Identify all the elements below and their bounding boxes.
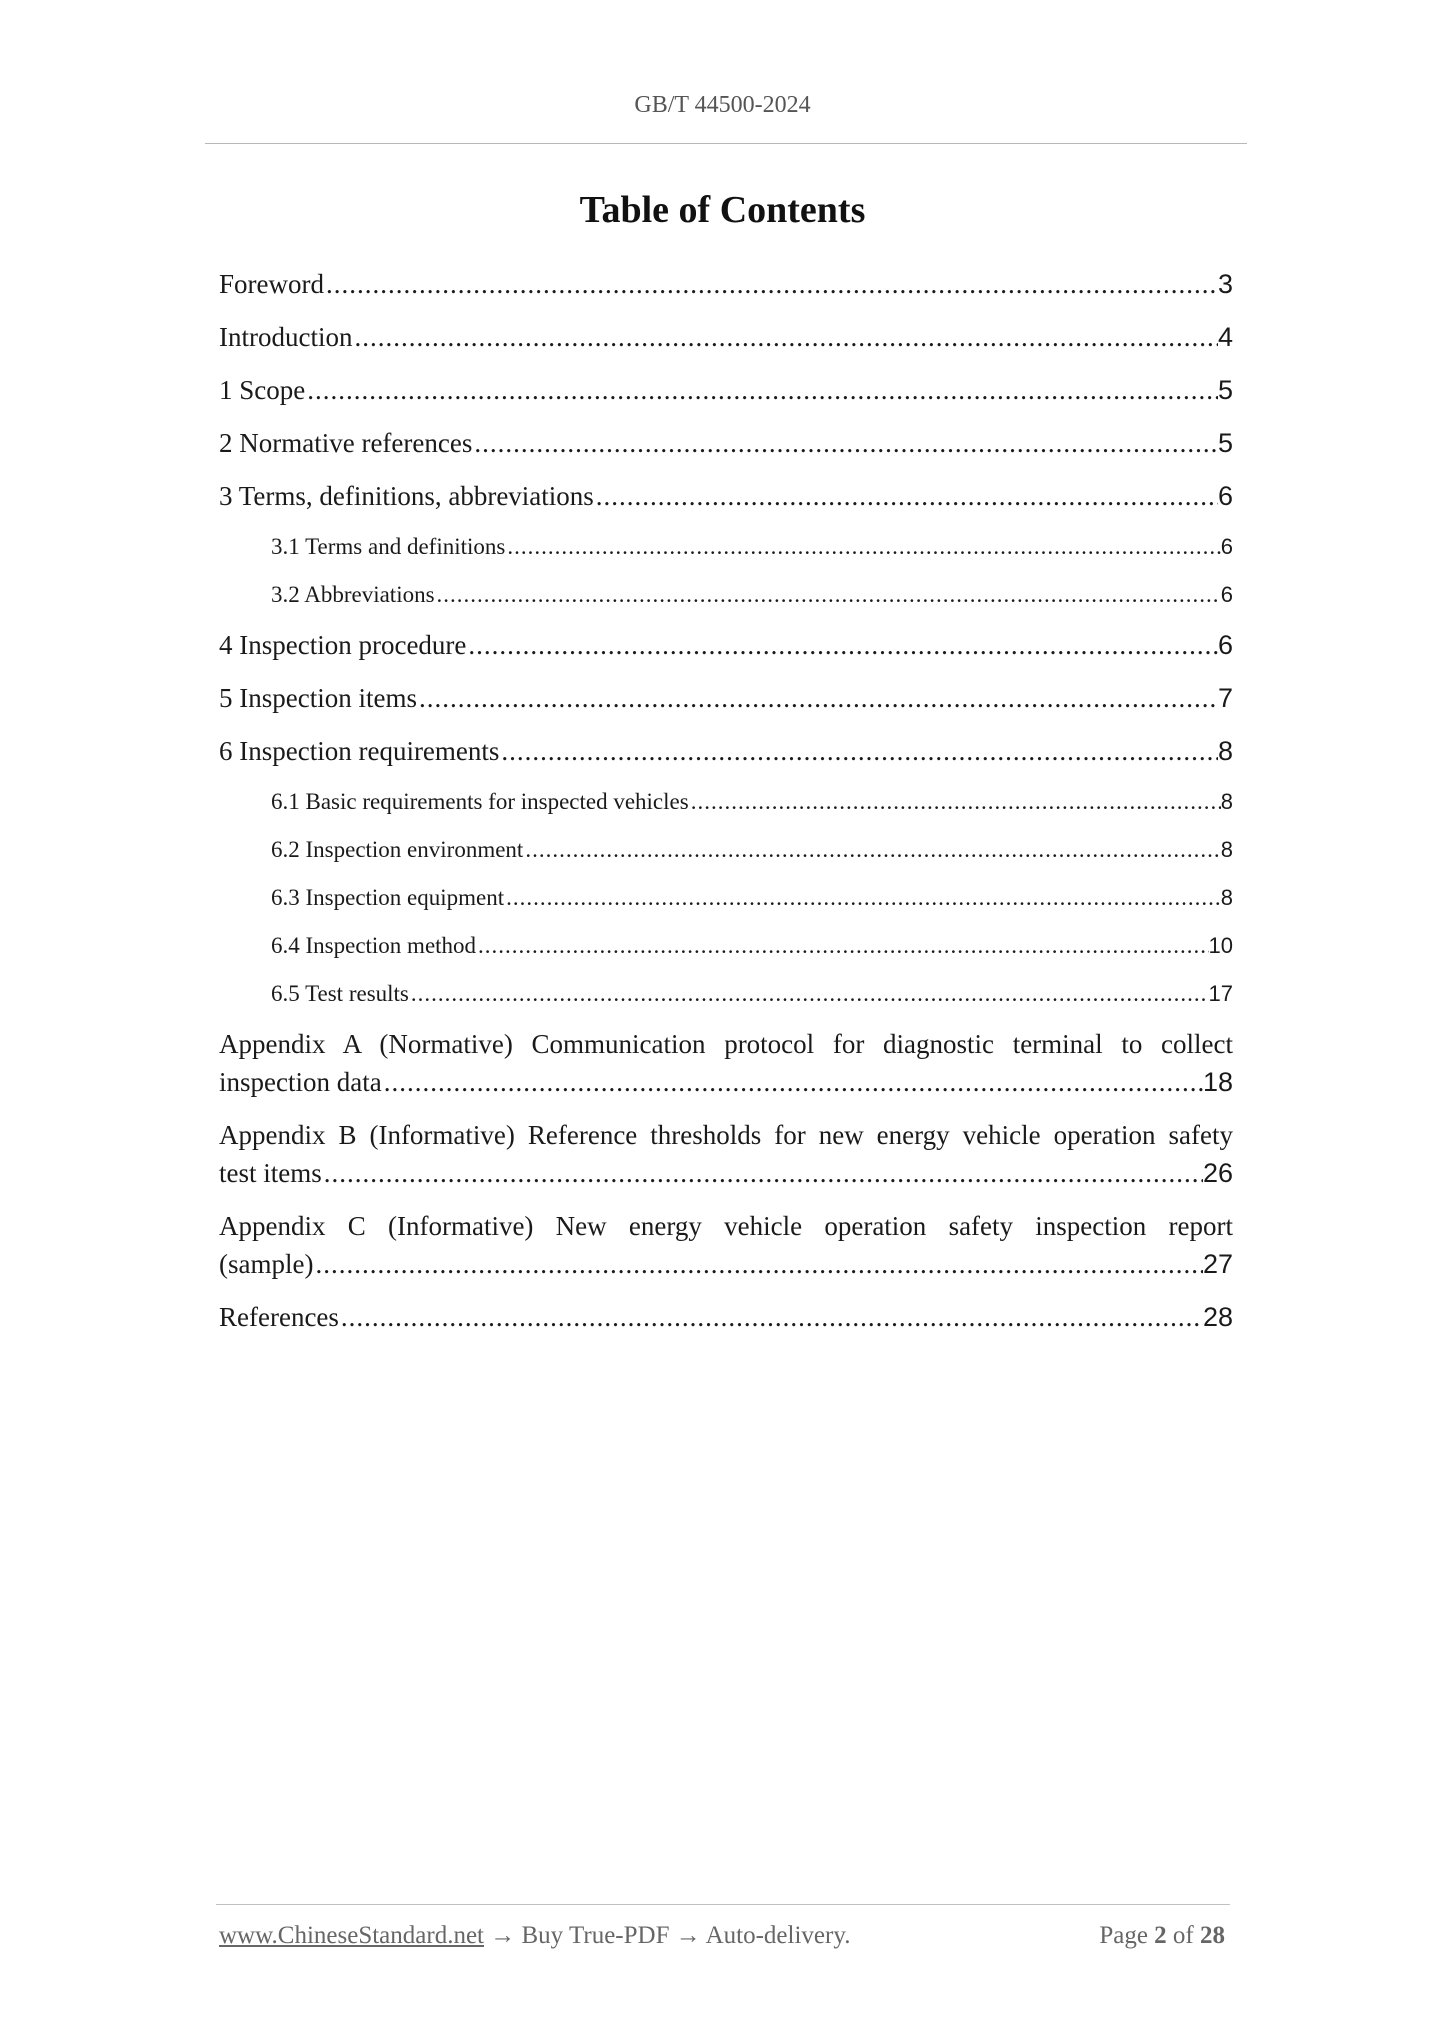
toc-subentry-6-4[interactable] (219, 929, 1233, 963)
page-footer (219, 1922, 1225, 1950)
toc-entry-page: 6 (1217, 481, 1233, 511)
toc-entry-inspection-procedure[interactable] (219, 626, 1233, 664)
toc-entry-label: 5 Inspection items (219, 683, 417, 713)
page-word: Page (1099, 1922, 1148, 1949)
toc-entry-normative-references[interactable] (219, 424, 1233, 462)
auto-delivery-text: Auto-delivery. (705, 1922, 851, 1949)
toc-entry-foreword[interactable] (219, 265, 1233, 303)
toc-entry-page: 7 (1217, 683, 1233, 713)
dot-leader (689, 785, 1221, 819)
website-link[interactable]: www.ChineseStandard.net (219, 1922, 484, 1949)
toc-entry-scope[interactable] (219, 371, 1233, 409)
toc-entry-page: 17 (1208, 981, 1233, 1006)
dot-leader (504, 881, 1221, 915)
dot-leader (466, 626, 1218, 664)
footer-divider (216, 1904, 1230, 1905)
toc-entry-appendix-b[interactable] (219, 1116, 1233, 1192)
toc-entry-appendix-c[interactable] (219, 1207, 1233, 1283)
toc-entry-page: 28 (1202, 1302, 1233, 1332)
dot-leader (409, 977, 1209, 1011)
header-divider (205, 143, 1247, 144)
toc-entry-label-line2: test items (219, 1158, 322, 1188)
dot-leader (305, 371, 1218, 409)
dot-leader (435, 578, 1221, 612)
toc-entry-page: 8 (1220, 789, 1233, 814)
dot-leader (417, 679, 1218, 717)
dot-leader (324, 265, 1218, 303)
toc-entry-label: 4 Inspection procedure (219, 630, 467, 660)
page-indicator (1099, 1922, 1225, 1950)
toc-entry-label: References (219, 1302, 339, 1332)
dot-leader (523, 833, 1220, 867)
toc-entry-page: 8 (1220, 837, 1233, 862)
toc-entry-terms-definitions[interactable] (219, 477, 1233, 515)
toc-subentry-3-1[interactable] (219, 530, 1233, 564)
dot-leader (322, 1154, 1203, 1192)
toc-entry-page: 18 (1202, 1067, 1233, 1097)
page-current: 2 (1154, 1922, 1167, 1949)
toc-entry-label: 1 Scope (219, 375, 306, 405)
toc-entry-label: 6 Inspection requirements (219, 736, 500, 766)
dot-leader (382, 1063, 1203, 1101)
dot-leader (476, 929, 1208, 963)
toc-entry-introduction[interactable] (219, 318, 1233, 356)
footer-left (219, 1922, 850, 1950)
toc-entry-page: 5 (1217, 375, 1233, 405)
dot-leader (352, 318, 1217, 356)
toc-entry-references[interactable] (219, 1298, 1233, 1336)
buy-true-pdf-text: Buy True-PDF (521, 1922, 670, 1949)
toc-entry-page: 6 (1217, 630, 1233, 660)
toc-entry-label: 3 Terms, definitions, abbreviations (219, 481, 594, 511)
toc-entry-label: 3.2 Abbreviations (271, 582, 435, 607)
toc-entry-page: 8 (1217, 736, 1233, 766)
toc-entry-page: 10 (1208, 933, 1233, 958)
toc-entry-inspection-requirements[interactable] (219, 732, 1233, 770)
page-total: 28 (1200, 1922, 1225, 1949)
toc-entry-label: Introduction (219, 322, 353, 352)
toc-entry-page: 4 (1217, 322, 1233, 352)
arrow-right-icon: → (675, 1922, 701, 1949)
toc-entry-page: 26 (1202, 1158, 1233, 1188)
dot-leader (339, 1298, 1203, 1336)
toc-subentry-3-2[interactable] (219, 578, 1233, 612)
dot-leader (594, 477, 1218, 515)
toc-subentry-6-1[interactable] (219, 785, 1233, 819)
of-word: of (1172, 1922, 1194, 1949)
toc-subentry-6-3[interactable] (219, 881, 1233, 915)
toc-entry-appendix-a[interactable] (219, 1025, 1233, 1101)
table-of-contents (219, 265, 1233, 1351)
toc-entry-page: 27 (1202, 1249, 1233, 1279)
toc-entry-label-line2: (sample) (219, 1249, 314, 1279)
toc-entry-label: 6.5 Test results (271, 981, 409, 1006)
toc-title: Table of Contents (579, 189, 866, 231)
toc-entry-page: 8 (1220, 885, 1233, 910)
dot-leader (505, 530, 1220, 564)
toc-entry-label: 3.1 Terms and definitions (271, 534, 506, 559)
dot-leader (313, 1245, 1202, 1283)
arrow-right-icon: → (490, 1922, 516, 1949)
toc-entry-label: 2 Normative references (219, 428, 473, 458)
toc-entry-page: 3 (1217, 269, 1233, 299)
toc-entry-label: Foreword (219, 269, 324, 299)
toc-entry-label-line2: inspection data (219, 1067, 382, 1097)
toc-entry-label: 6.4 Inspection method (271, 933, 477, 958)
document-code-header: GB/T 44500-2024 (634, 92, 811, 118)
toc-entry-page: 6 (1220, 534, 1233, 559)
toc-entry-label-line1: Appendix B (Informative) Reference thresholds for new energy vehicle operation safety (219, 1120, 1233, 1150)
toc-entry-page: 5 (1217, 428, 1233, 458)
toc-subentry-6-2[interactable] (219, 833, 1233, 867)
toc-entry-inspection-items[interactable] (219, 679, 1233, 717)
dot-leader (499, 732, 1218, 770)
toc-entry-label: 6.1 Basic requirements for inspected vehicles (271, 789, 689, 814)
toc-entry-label: 6.2 Inspection environment (271, 837, 524, 862)
dot-leader (472, 424, 1218, 462)
toc-entry-page: 6 (1220, 582, 1233, 607)
toc-subentry-6-5[interactable] (219, 977, 1233, 1011)
toc-entry-label-line1: Appendix C (Informative) New energy vehicle operation safety inspection report (219, 1211, 1233, 1241)
toc-entry-label-line1: Appendix A (Normative) Communication protocol for diagnostic terminal to collect (219, 1029, 1233, 1059)
toc-entry-label: 6.3 Inspection equipment (271, 885, 505, 910)
